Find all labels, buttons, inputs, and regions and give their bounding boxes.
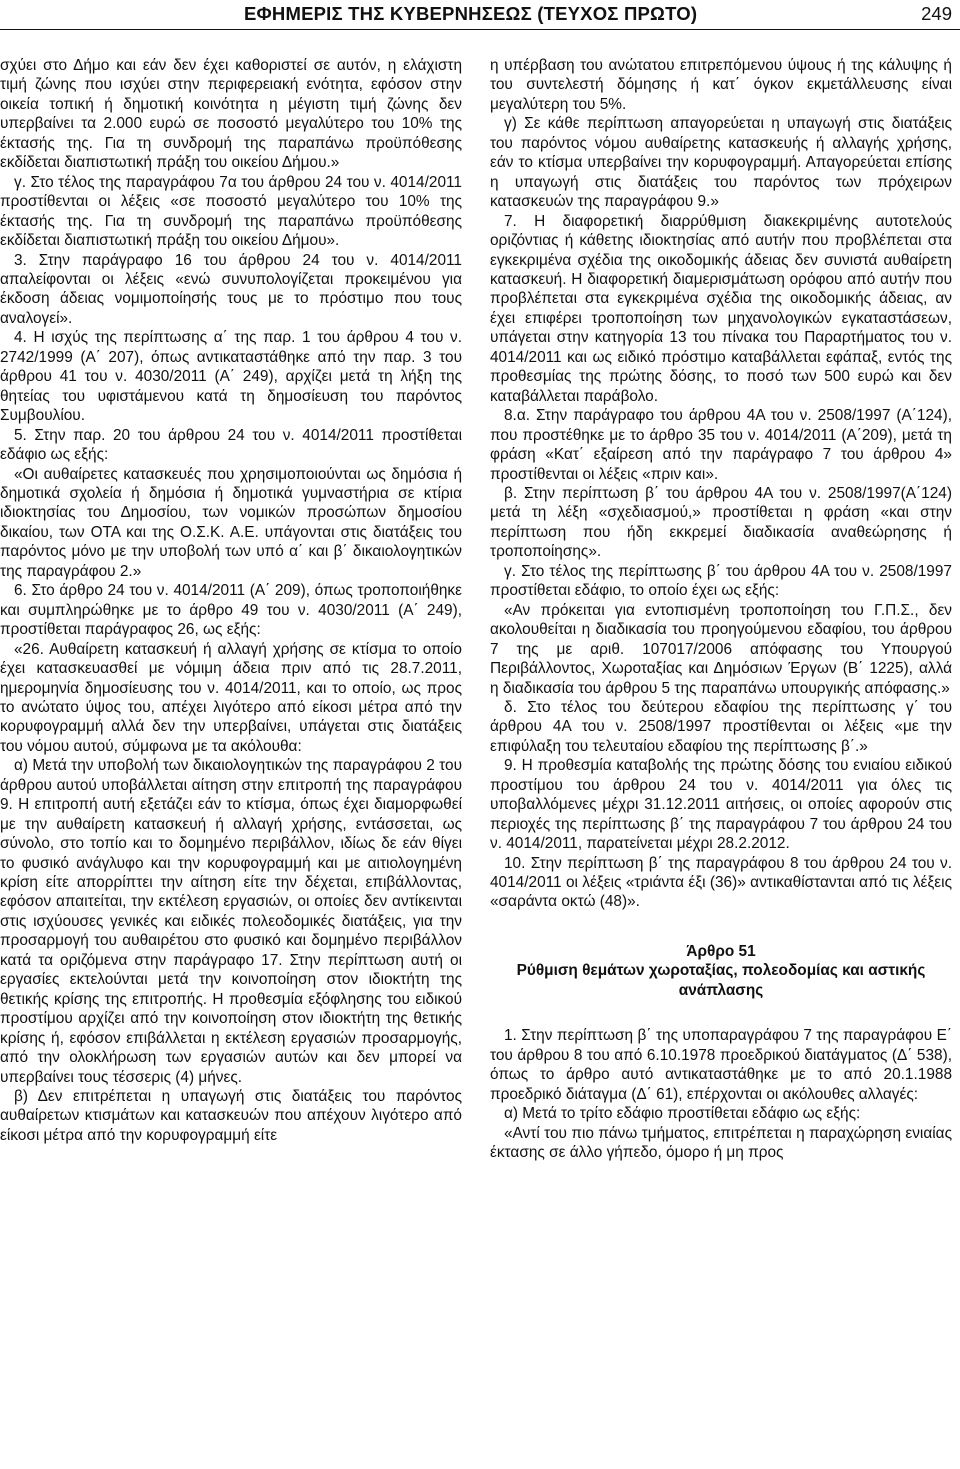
paragraph: γ) Σε κάθε περίπτωση απαγορεύεται η υπαγωγή στις διατάξεις του παρόντος νόμου αυθαίρετης κατασκευής ή αλλαγής χρήσης, εάν το κτίσμα υπερβαίνει την κορυφογραμμή. Απαγορεύεται επίσης η υπαγωγή στις διατάξεις του παρόντος των πρόχειρων κατασκευών της παραγράφου 9.» — [490, 115, 952, 211]
paragraph: β. Στην περίπτωση β΄ του άρθρου 4Α του ν. 2508/1997(Α΄124) μετά τη λέξη «σχεδιασμού,» προστίθεται η φράση «και στην περίπτωση που ήδη εκκρεμεί διαδικασία αναθεώρησης ή τροποποίησης». — [490, 484, 952, 561]
paragraph: «Αν πρόκειται για εντοπισμένη τροποποίηση του Γ.Π.Σ., δεν ακολουθείται η διαδικασία του προηγούμενου εδαφίου, του άρθρου 7 της με αριθ. 107017/2006 απόφασης του Υπουργού Περιβάλλοντος, Χωροταξίας και Δημόσιων Έργων (Β΄ 1225), αλλά η διαδικασία του άρθρου 5 της παραπάνω υπουργικής απόφασης.» — [490, 601, 952, 697]
page-number: 249 — [921, 3, 952, 24]
left-column — [0, 56, 462, 1145]
paragraph: β) Δεν επιτρέπεται η υπαγωγή στις διατάξεις του παρόντος αυθαίρετων κτισμάτων και κατασκευών που απέχουν λιγότερο από είκοσι μέτρα από την κορυφογραμμή είτε — [0, 1088, 462, 1144]
paragraph: 5. Στην παρ. 20 του άρθρου 24 του ν. 4014/2011 προστίθεται εδάφιο ως εξής: — [0, 426, 462, 464]
gazette-title: ΕΦΗΜΕΡΙΣ ΤΗΣ ΚΥΒΕΡΝΗΣΕΩΣ (ΤΕΥΧΟΣ ΠΡΩΤΟ) — [244, 3, 698, 24]
paragraph: «Οι αυθαίρετες κατασκευές που χρησιμοποιούνται ως δημόσια ή δημοτικά σχολεία ή δημόσια ή δημοτικά γυμναστήρια σε κτίρια ιδιοκτησίας του Δημοσίου, των νομικών προσώπων δημοσίου δικαίου, των ΟΤΑ και της Ο.Σ.Κ. Α.Ε. υπάγονται στις διατάξεις του παρόντος μόνο με την υποβολή των υπό α΄ και β΄ δικαιολογητικών της παραγράφου 2.» — [0, 465, 462, 580]
paragraph: η υπέρβαση του ανώτατου επιτρεπόμενου ύψους ή της κάλυψης ή του συντελεστή δόμησης ή κατ΄ όγκον εκμετάλλευσης είναι μεγαλύτερη του 5%. — [490, 57, 952, 113]
paragraph: «Αντί του πιο πάνω τμήματος, επιτρέπεται η παραχώρηση ενιαίας έκτασης σε άλλο γήπεδο, όμορο ή μη προς — [490, 1124, 952, 1162]
article-number: Άρθρο 51 — [686, 942, 756, 960]
paragraph: δ. Στο τέλος του δεύτερου εδαφίου της περίπτωσης γ΄ του άρθρου 4Α του ν. 2508/1997 προστίθενται οι λέξεις «με την επιφύλαξη του τελευταίου εδαφίου της περίπτωσης β΄.» — [490, 698, 952, 755]
page-header — [0, 0, 960, 30]
article-title: Ρύθμιση θεμάτων χωροταξίας, πολεοδομίας και αστικής ανάπλασης — [516, 962, 926, 999]
right-column — [490, 56, 952, 1162]
paragraph: 7. Η διαφορετική διαρρύθμιση διακεκριμένης αυτοτελούς οριζόντιας ή κάθετης ιδιοκτησίας από αυτήν που προβλέπεται στα εγκεκριμένα σχέδια της οικοδομικής άδειας δεν συνιστά αυθαίρετη κατασκευή. Η διαφορετική διαμερισμάτωση ορόφου από αυτήν που προβλέπεται στα εγκεκριμένα σχέδια της οικοδομικής άδειας, αν έχει επιφέρει τροποποίηση των μηχανολογικών εγκαταστάσεων, υπάγεται στην κατηγορία 13 του πίνακα του Παραρτήματος του ν. 4014/2011 και ως ειδικό πρόστιμο καταβάλλεται εφάπαξ, εντός της προθεσμίας της πρώτης δόσης, το ποσό των 500 ευρώ και δεν καταβάλλεται παράβολο. — [490, 212, 952, 405]
spacer — [490, 1000, 952, 1026]
spacer — [490, 912, 952, 942]
header-rule — [0, 29, 960, 30]
paragraph: σχύει στο Δήμο και εάν δεν έχει καθοριστεί σε αυτόν, η ελάχιστη τιμή ζώνης που ισχύει στην περιφερειακή ενότητα, εφόσον στην οικεία τοπική ή δημοτική κοινότητα η μέγιστη τιμή ζώνης δεν υπερβαίνει τα 2.000 ευρώ σε ποσοστό μεγαλύτερο του 10% της έκτασής της. Για τη συνδρομή της παραπάνω προϋπόθεσης εκδίδεται διαπιστωτική πράξη του οικείου Δήμου.» — [0, 57, 462, 172]
paragraph: «26. Αυθαίρετη κατασκευή ή αλλαγή χρήσης σε κτίσμα το οποίο έχει κατασκευασθεί με νόμιμη άδεια πριν από τις 28.7.2011, ημερομηνία δημοσίευσης του ν. 4014/2011, και το οποίο, ως προς το ανώτατο ύψος του, απέχει λιγότερο από είκοσι μέτρα από την κορυφογραμμή αλλά δεν την υπερβαίνει, υπάγεται στις διατάξεις του νόμου αυτού, σύμφωνα με τα ακόλουθα: — [0, 640, 462, 755]
paragraph: γ. Στο τέλος της παραγράφου 7α του άρθρου 24 του ν. 4014/2011 προστίθενται οι λέξεις «σε ποσοστό μεγαλύτερο του 10% της έκτασής της. Για τη συνδρομή της παραπάνω προϋπόθεσης εκδίδεται διαπιστωτική πράξη του οικείου Δήμου». — [0, 173, 462, 250]
paragraph: α) Μετά την υποβολή των δικαιολογητικών της παραγράφου 2 του άρθρου αυτού υποβάλλεται αίτηση στην επιτροπή της παραγράφου 9. Η επιτροπή αυτή εξετάζει εάν το κτίσμα, όπως έχει διαμορφωθεί με την αυθαίρετη κατασκευή ή αλλαγή χρήσης, εντάσσεται, ως σύνολο, στο τοπίο και το δομημένο περιβάλλον, ιδίως δε εάν θίγει το φυσικό ανάγλυφο και την κορυφογραμμή και με αιτιολογημένη κρίση είτε απορρίπτει την αίτηση είτε την δέχεται, επιβάλλοντας, εφόσον απαιτείται, την εκτέλεση εργασιών, οι οποίες δεν αντίκεινται στις ισχύουσες γενικές και ειδικές πολεοδομικές διατάξεις, για την προσαρμογή του αυθαιρέτου στο φυσικό και δομημένο περιβάλλον κατά τα οριζόμενα στην παράγραφο 17. Στην περίπτωση αυτή οι εργασίες εκτελούνται μετά την κοινοποίηση στον ιδιοκτήτη της θετικής κρίσης της επιτροπής. Η προθεσμία εξόφλησης του ειδικού προστίμου αρχίζει από την κοινοποίηση στον ιδιοκτήτη της θετικής κρίσης ή, εφόσον επιβάλλεται η εκτέλεση εργασιών προσαρμογής, από την ολοκλήρωση των εργασιών αυτών και δεν μπορεί να υπερβαίνει τους τέσσερις (4) μήνες. — [0, 757, 462, 1086]
paragraph: 10. Στην περίπτωση β΄ της παραγράφου 8 του άρθρου 24 του ν. 4014/2011 οι λέξεις «τριάντα έξι (36)» αντικαθίστανται από τις λέξεις «σαράντα οκτώ (48)». — [490, 854, 952, 911]
paragraph: γ. Στο τέλος της περίπτωσης β΄ του άρθρου 4Α του ν. 2508/1997 προστίθεται εδάφιο, το οποίο έχει ως εξής: — [490, 562, 952, 600]
paragraph: 6. Στο άρθρο 24 του ν. 4014/2011 (Α΄ 209), όπως τροποποιήθηκε και συμπληρώθηκε με το άρθρο 49 του ν. 4030/2011 (Α΄ 249), προστίθεται παράγραφος 26, ως εξής: — [0, 582, 462, 639]
paragraph: 9. Η προθεσμία καταβολής της πρώτης δόσης του ενιαίου ειδικού προστίμου του άρθρου 24 του ν. 4014/2011 για όλες τις υποβαλλόμενες μέχρι 31.12.2011 αιτήσεις, οι οποίες αφορούν στις περιοχές της περίπτωσης β΄ της παραγράφου 7 του άρθρου 24 του ν. 4014/2011, παρατείνεται μέχρι 28.2.2012. — [490, 757, 952, 853]
paragraph: 8.α. Στην παράγραφο του άρθρου 4Α του ν. 2508/1997 (Α΄124), που προστέθηκε με το άρθρο 35 του ν. 4014/2011 (Α΄209), μετά τη φράση «Κατ΄ εξαίρεση από την παράγραφο 7 του άρθρου 4» προστίθενται οι λέξεις «πριν και». — [490, 407, 952, 483]
paragraph: α) Μετά το τρίτο εδάφιο προστίθεται εδάφιο ως εξής: — [504, 1105, 861, 1123]
paragraph: 4. Η ισχύς της περίπτωσης α΄ της παρ. 1 του άρθρου 4 του ν. 2742/1999 (Α΄ 207), όπως αντικαταστάθηκε από την παρ. 3 του άρθρου 41 του ν. 4030/2011 (Α΄ 249), αρχίζει μετά τη λήξη της θητείας του υφιστάμενου κατά τη δημοσίευση του παρόντος Συμβουλίου. — [0, 329, 462, 425]
paragraph: 1. Στην περίπτωση β΄ της υποπαραγράφου 7 της παραγράφου Ε΄ του άρθρου 8 του από 6.10.1978 προεδρικού διατάγματος (Δ΄ 538), όπως το άρθρο αυτό αντικαταστάθηκε με το από 20.1.1988 προεδρικό διάταγμα (Δ΄ 61), επέρχονται οι ακόλουθες αλλαγές: — [490, 1027, 952, 1103]
paragraph: 3. Στην παράγραφο 16 του άρθρου 24 του ν. 4014/2011 απαλείφονται οι λέξεις «ενώ συνυπολογίζεται προκειμένου για έκδοση άδειας νομιμοποίησής τους με το πρόστιμο που τους αναλογεί». — [0, 251, 462, 327]
